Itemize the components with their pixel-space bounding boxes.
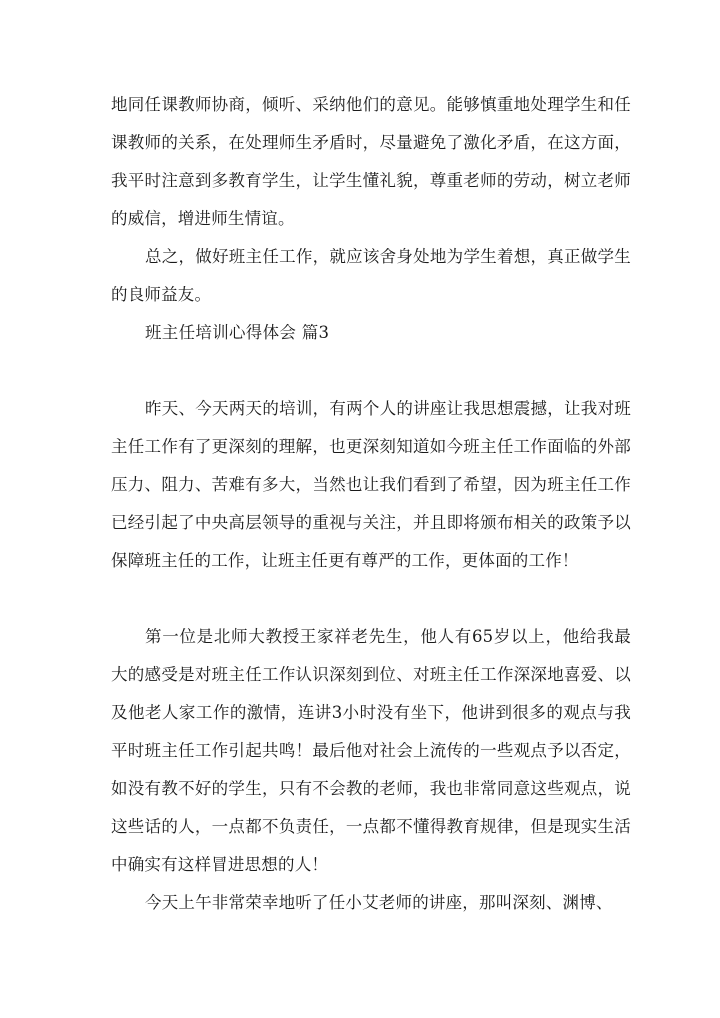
section-heading: 班主任培训心得体会 篇3 xyxy=(145,323,330,342)
paragraph-training: 昨天、今天两天的培训，有两个人的讲座让我思想震撼，让我对班主任工作有了更深刻的理解，也更深刻知道如今班主任工作面临的外部压力、阻力、苦难有多大，当然也让我们看到了希望，因为班主任工作已经引起了中央高层领导的重视与关注，并且即将颁布相关的政策予以保障班主任的工作，让班主任更有尊严的工作，更体面的工作！ xyxy=(111,399,631,570)
paragraph-continued: 地同任课教师协商，倾听、采纳他们的意见。能够慎重地处理学生和任课教师的关系，在处理师生矛盾时，尽量避免了激化矛盾，在这方面，我平时注意到多教育学生，让学生懂礼貌，尊重老师的劳动，树立老师的威信，增进师生情谊。 xyxy=(111,95,631,228)
paragraph-conclusion: 总之，做好班主任工作，就应该舍身处地为学生着想，真正做学生的良师益友。 xyxy=(111,247,631,304)
paragraph-first-speaker: 第一位是北师大教授王家祥老先生，他人有65岁以上，他给我最大的感受是对班主任工作认识深刻到位、对班主任工作深深地喜爱、以及他老人家工作的激情，连讲3小时没有坐下，他讲到很多的观点与我平时班主任工作引起共鸣！最后他对社会上流传的一些观点予以否定，如没有教不好的学生，只有不会教的老师，我也非常同意这些观点，说这些话的人，一点都不负责任，一点都不懂得教育规律，但是现实生活中确实有这样冒进思想的人！ xyxy=(111,627,631,874)
paragraph-second-speaker: 今天上午非常荣幸地听了任小艾老师的讲座，那叫深刻、渊博、 xyxy=(145,893,613,912)
